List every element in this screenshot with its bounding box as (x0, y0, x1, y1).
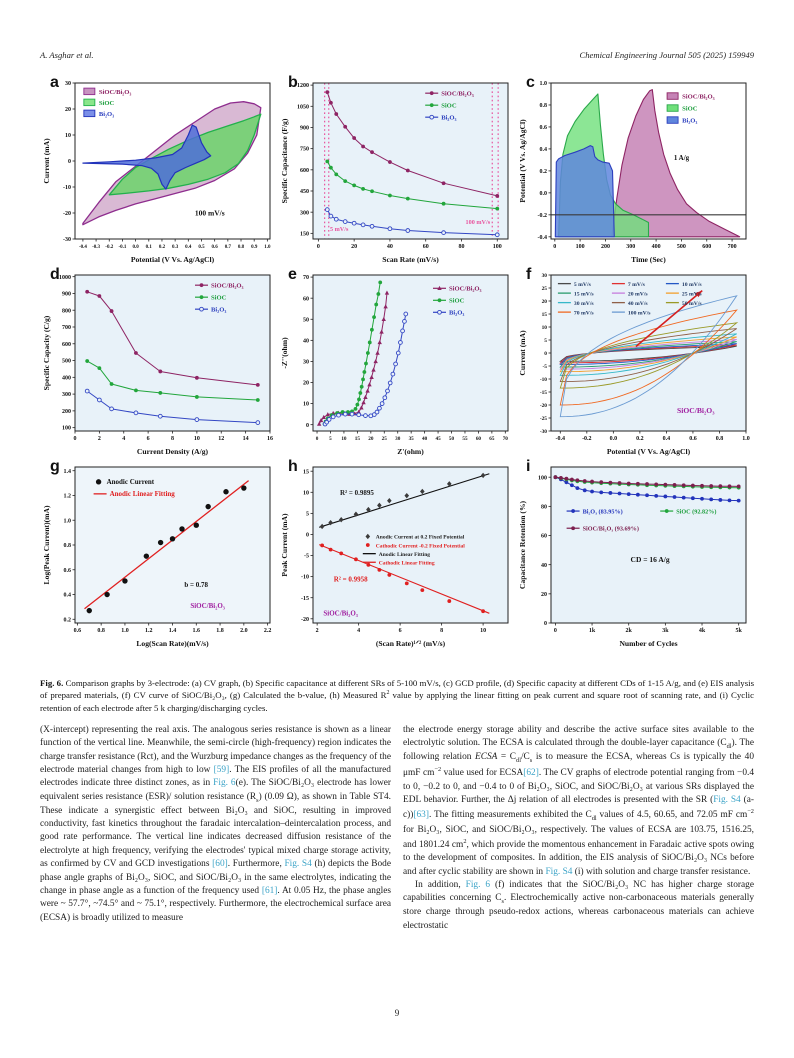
right-column (403, 724, 754, 933)
svg-text:0.4: 0.4 (63, 592, 71, 599)
svg-text:1 A/g: 1 A/g (673, 153, 690, 162)
svg-text:5 mV/s: 5 mV/s (573, 281, 591, 288)
svg-text:100: 100 (538, 475, 547, 482)
panel-letter-c: c (526, 74, 535, 91)
svg-text:-25: -25 (539, 416, 547, 423)
svg-text:100: 100 (62, 425, 71, 432)
svg-text:0: 0 (316, 244, 320, 250)
svg-text:30: 30 (303, 359, 309, 366)
svg-text:20 mV/s: 20 mV/s (627, 291, 648, 298)
svg-text:SiOC/Bi₂O₃: SiOC/Bi₂O₃ (190, 602, 225, 611)
svg-text:-0.2: -0.2 (582, 436, 592, 442)
svg-text:50: 50 (303, 317, 309, 324)
chart-c (516, 74, 754, 266)
svg-text:50: 50 (448, 436, 455, 442)
svg-text:15: 15 (303, 469, 309, 476)
svg-text:Potential (V Vs. Ag/AgCl): Potential (V Vs. Ag/AgCl) (606, 447, 691, 456)
panel-letter-d: d (50, 266, 60, 283)
svg-text:Specific Capacitance (F/g): Specific Capacitance (F/g) (280, 118, 289, 204)
svg-text:750: 750 (300, 146, 309, 153)
svg-text:0.2: 0.2 (63, 617, 71, 624)
svg-text:b = 0.78: b = 0.78 (184, 581, 209, 590)
svg-text:600: 600 (62, 341, 71, 348)
svg-text:SiOC: SiOC (682, 105, 698, 113)
svg-text:10: 10 (341, 436, 347, 442)
svg-text:Anodic Linear Fitting: Anodic Linear Fitting (109, 490, 175, 499)
svg-text:700: 700 (727, 244, 737, 250)
svg-text:10: 10 (303, 401, 309, 408)
svg-text:400: 400 (62, 375, 71, 382)
svg-text:Bi₂O₃: Bi₂O₃ (441, 114, 457, 122)
svg-text:-0.2: -0.2 (537, 212, 547, 219)
svg-text:0.6: 0.6 (211, 245, 218, 250)
svg-text:Time (Sec): Time (Sec) (631, 255, 666, 264)
svg-text:-0.4: -0.4 (537, 234, 547, 241)
citation-link[interactable]: [60] (212, 859, 228, 870)
svg-text:Peak Current (mA): Peak Current (mA) (280, 513, 289, 577)
svg-text:0.0: 0.0 (609, 436, 618, 442)
svg-text:3k: 3k (662, 628, 669, 634)
svg-text:25: 25 (541, 286, 547, 293)
svg-text:-0.2: -0.2 (105, 245, 114, 250)
svg-text:14: 14 (242, 436, 249, 442)
svg-text:5: 5 (544, 338, 547, 345)
svg-text:-10: -10 (301, 574, 309, 581)
svg-text:5: 5 (306, 511, 309, 518)
svg-text:70 mV/s: 70 mV/s (573, 310, 594, 317)
svg-text:Bi₂O₃: Bi₂O₃ (98, 110, 115, 118)
chart-a (40, 74, 278, 266)
svg-text:7 mV/s: 7 mV/s (627, 281, 645, 288)
svg-text:Cathodic Current -0.2 Fixed Po: Cathodic Current -0.2 Fixed Potential (375, 543, 465, 550)
paragraph: the electrode energy storage ability and describe the active surface sites available to the electrolytic solution. The ECSA is calculated through the double-layer capacitance $(C_{dl})$. The following relation ECSA = $C_{dl}/C_s$ is to measure the ECSA, whereas Cs is typically the 40 μmF $cm^{-2}$ value used for ECSA[62]. The CV graphs of electrode potential ranging from −0.4 to 0, −0.2 to 0, and −0.4 to 0 of Bi₂O₃, SiOC, and SiOC/Bi₂O₃ at various SRs displayed the EDL behavior. Further, the Δj relation of all electrodes is presented with the SR (Fig. S4 (a-c))[63]. The fitting measurements exhibited the $C_{dl}$ values of 4.5, 60.65, and 72.05 mF $cm^{-2}$ for Bi₂O₃, SiOC, and SiOC/Bi₂O₃, respectively. The values of ECSA are 103.75, 1516.25, and 1801.24 $cm^2$, which provide the momentous enhancement in Faradaic active spots owing to the development of composites. In addition, the EIS analysis of SiOC/Bi₂O₃ NCs before and after cyclic stability are shown in Fig. S4 (i) with solution and charge transfer resistance. (403, 725, 755, 877)
figure-panel-i (516, 458, 754, 650)
svg-text:40: 40 (303, 338, 309, 345)
citation-link[interactable]: [62] (523, 768, 539, 779)
figure-panel-b (278, 74, 516, 266)
svg-text:0.4: 0.4 (185, 245, 192, 250)
citation-link[interactable]: [61] (261, 885, 278, 896)
svg-text:0: 0 (553, 244, 557, 250)
svg-text:4: 4 (357, 628, 361, 634)
svg-text:45: 45 (435, 436, 441, 442)
svg-text:65: 65 (489, 436, 495, 442)
paragraph: In addition, Fig. 6 (f) indicates that the SiOC/Bi₂O₃ NC has higher charge storage capabilities concerning $C_s$. Electrochemically active non-carbonaceous materials generally store charge through pseudo-redox actions, whereas carbonaceous materials can achieve electrostatic (403, 880, 754, 931)
figure-6-caption: Fig. 6. Comparison graphs by 3-electrode: (a) CV graph, (b) Specific capacitance at different SRs of 5-100 mV/s, (c) GCD profile, (d) Specific capacity at different CDs of 1-15 A/g, and (e) EIS analysis of prepared materials, (f) CV curve of SiOC/Bi₂O₃, (g) Calculated the b-value, (h) Measured $R^2$ value by applying the linear fitting on peak current and square root of scanning rate, and (i) Cyclic retention of each electrode after 5 k charging/discharging cycles. (40, 677, 754, 713)
svg-text:R² = 0.9958: R² = 0.9958 (333, 575, 368, 584)
panel-letter-a: a (50, 74, 59, 91)
svg-text:900: 900 (62, 291, 71, 298)
svg-text:20: 20 (368, 436, 374, 442)
svg-text:Bi₂O₃: Bi₂O₃ (449, 309, 465, 317)
svg-text:SiOC/Bi₂O₃: SiOC/Bi₂O₃ (449, 285, 482, 293)
figure-panel-g (40, 458, 278, 650)
svg-text:55: 55 (462, 436, 468, 442)
chart-e (278, 266, 516, 458)
svg-text:0: 0 (544, 621, 547, 628)
svg-text:4k: 4k (698, 628, 706, 634)
svg-text:Anodic Current: Anodic Current (106, 478, 155, 487)
svg-text:8: 8 (440, 628, 444, 634)
svg-text:15 mV/s: 15 mV/s (573, 291, 594, 298)
svg-text:Current (mA): Current (mA) (518, 330, 527, 376)
svg-text:0.0: 0.0 (132, 245, 139, 250)
svg-text:Potential (V Vs. Ag/AgCl): Potential (V Vs. Ag/AgCl) (130, 255, 215, 264)
svg-text:Anodic Current at 0.2 Fixed Po: Anodic Current at 0.2 Fixed Potential (375, 534, 465, 541)
figure-panel-e (278, 266, 516, 458)
svg-text:0.6: 0.6 (73, 628, 82, 634)
svg-text:-20: -20 (301, 616, 309, 623)
svg-text:2: 2 (315, 628, 319, 634)
svg-text:1.0: 1.0 (121, 628, 129, 634)
svg-text:5k: 5k (735, 628, 742, 634)
svg-text:20: 20 (541, 299, 547, 306)
svg-text:SiOC/Bi₂O₃: SiOC/Bi₂O₃ (323, 609, 358, 618)
svg-text:0.8: 0.8 (63, 543, 71, 550)
svg-text:SiOC: SiOC (98, 99, 115, 107)
svg-text:30: 30 (65, 81, 71, 88)
svg-text:Log(Peak Current)(mA): Log(Peak Current)(mA) (42, 505, 51, 585)
svg-text:0.4: 0.4 (662, 436, 671, 442)
svg-text:5: 5 (329, 436, 332, 442)
svg-text:0.5: 0.5 (198, 245, 205, 250)
svg-text:0.0: 0.0 (539, 190, 547, 197)
svg-text:50 mV/s: 50 mV/s (681, 300, 702, 307)
svg-text:1.8: 1.8 (216, 628, 224, 634)
svg-text:Anodic Linear Fitting: Anodic Linear Fitting (378, 551, 431, 558)
chart-f (516, 266, 754, 458)
svg-text:Current (mA): Current (mA) (42, 138, 51, 184)
svg-text:60: 60 (422, 244, 429, 250)
svg-text:0.2: 0.2 (539, 168, 547, 175)
svg-text:SiOC/Bi₂O₃: SiOC/Bi₂O₃ (441, 90, 474, 98)
svg-text:1.2: 1.2 (144, 628, 153, 634)
svg-text:0.8: 0.8 (237, 245, 245, 250)
svg-text:150: 150 (300, 231, 309, 238)
svg-text:0.6: 0.6 (689, 436, 697, 442)
svg-text:(Scan Rate)¹ᐟ² (mV/s): (Scan Rate)¹ᐟ² (mV/s) (375, 639, 446, 648)
svg-text:-5: -5 (304, 553, 309, 560)
svg-text:Specific Capacity (C/g): Specific Capacity (C/g) (42, 315, 51, 391)
figure-panel-f (516, 266, 754, 458)
svg-text:Potential (V Vs. Ag/AgCl): Potential (V Vs. Ag/AgCl) (518, 119, 527, 203)
svg-text:-10: -10 (63, 185, 71, 192)
svg-text:16: 16 (267, 436, 273, 442)
svg-text:SiOC: SiOC (441, 102, 457, 110)
svg-text:SiOC: SiOC (449, 297, 465, 305)
svg-text:0: 0 (553, 628, 557, 634)
svg-text:30: 30 (541, 273, 547, 280)
svg-text:Bi₂O₃: Bi₂O₃ (211, 306, 227, 314)
figure-panel-d (40, 266, 278, 458)
paragraph: (X-intercept) representing the real axis. The analogous series resistance is shown as a linear function of the vertical line. Meanwhile, the semi-circle (high-frequency) region indicates the charge transfer resistance (Rct), and the Wurzburg impedance changes as the frequency of the electrode material changes from high to low [59]. The EIS profiles of all the manufactured electrodes indicate three distinct zones, as in Fig. 6(e). The SiOC/Bi₂O₃ electrode has lower equivalent series resistance (ESR)/ solution resistance $(R_s)$ (0.09 Ω), as shown in Table ST4. These indicate a synergistic effect between Bi₂O₃ and SiOC, resulting in improved conductivity, fast kinetics throughout the faradaic intercalation–deintercalation process, and good rate performance. The vertical line indicates decreased diffusion resistance of the electrolyte at high frequency, verifying the electrodes' typical mixed charge storage activity, as confirmed by CV and GCD investigations [60]. Furthermore, Fig. S4 (h) depicts the Bode phase angle graphs of Bi₂O₃, SiOC, and SiOC/Bi₂O₃ in the same electrolytes, indicating the change in phase angle as a function of the frequency used [61]. At 0.05 Hz, the phase angles were ~ 57.7°, ~74.5° and ~ 75.1°, respectively. Furthermore, the electrochemical surface area (ECSA) is broadly utilized to measure (40, 725, 391, 923)
svg-text:2: 2 (97, 436, 101, 442)
chart-h (278, 458, 516, 650)
svg-text:80: 80 (458, 244, 465, 250)
svg-text:0.8: 0.8 (539, 103, 547, 110)
svg-text:1.4: 1.4 (63, 468, 71, 475)
svg-text:-0.3: -0.3 (92, 245, 101, 250)
svg-text:100 mV/s: 100 mV/s (465, 219, 491, 227)
svg-text:10: 10 (303, 490, 309, 497)
svg-text:0: 0 (315, 436, 319, 442)
svg-text:0: 0 (306, 532, 309, 539)
svg-text:20: 20 (541, 591, 547, 598)
svg-text:Number of Cycles: Number of Cycles (619, 639, 678, 648)
svg-text:-30: -30 (63, 237, 71, 244)
svg-text:450: 450 (300, 189, 309, 196)
svg-text:0.8: 0.8 (97, 628, 105, 634)
svg-text:SiOC: SiOC (211, 294, 227, 302)
svg-text:10 mV/s: 10 mV/s (681, 281, 702, 288)
svg-text:0: 0 (73, 436, 77, 442)
svg-text:1k: 1k (588, 628, 596, 634)
svg-text:15: 15 (541, 312, 547, 319)
svg-text:SiOC/Bi₂O₃: SiOC/Bi₂O₃ (98, 88, 132, 96)
svg-text:80: 80 (541, 504, 547, 511)
svg-text:6: 6 (146, 436, 150, 442)
figure-panel-c (516, 74, 754, 266)
svg-text:1.0: 1.0 (539, 81, 547, 88)
svg-text:6: 6 (398, 628, 402, 634)
svg-text:-15: -15 (301, 595, 309, 602)
svg-text:100 mV/s: 100 mV/s (194, 208, 225, 218)
chart-i (516, 458, 754, 650)
svg-text:Log(Scan Rate)(mV/s): Log(Scan Rate)(mV/s) (136, 639, 209, 648)
svg-text:1.2: 1.2 (63, 493, 71, 500)
svg-text:-20: -20 (63, 211, 71, 218)
svg-text:-0.4: -0.4 (555, 436, 566, 442)
svg-text:5 mV/s: 5 mV/s (329, 226, 349, 234)
svg-text:60: 60 (475, 436, 482, 442)
svg-text:-20: -20 (539, 403, 547, 410)
svg-text:40: 40 (541, 562, 547, 569)
panel-letter-f: f (526, 266, 532, 283)
svg-text:0: 0 (544, 351, 547, 358)
svg-text:SiOC/Bi₂O₃ (93.69%): SiOC/Bi₂O₃ (93.69%) (582, 525, 639, 533)
svg-text:300: 300 (62, 392, 71, 399)
svg-text:-10: -10 (539, 377, 547, 384)
svg-text:0.2: 0.2 (636, 436, 644, 442)
svg-text:2k: 2k (625, 628, 632, 634)
svg-text:-5: -5 (542, 364, 547, 371)
citation-link[interactable]: Fig. S4 (713, 795, 741, 806)
svg-text:0: 0 (68, 159, 71, 166)
svg-text:0.4: 0.4 (539, 147, 547, 154)
svg-text:0.1: 0.1 (145, 245, 152, 250)
svg-text:1.4: 1.4 (168, 628, 177, 634)
svg-text:400: 400 (651, 244, 661, 250)
svg-text:200: 200 (600, 244, 610, 250)
svg-text:40: 40 (386, 244, 393, 250)
citation-link[interactable]: Fig. S4 (545, 866, 573, 877)
svg-text:35: 35 (408, 436, 414, 442)
svg-text:10: 10 (480, 628, 487, 634)
svg-text:-0.4: -0.4 (78, 245, 87, 250)
svg-text:Bi₂O₃ (83.95%): Bi₂O₃ (83.95%) (582, 508, 623, 516)
svg-text:2.2: 2.2 (263, 628, 272, 634)
svg-text:600: 600 (300, 167, 309, 174)
svg-text:Cathodic Linear Fitting: Cathodic Linear Fitting (378, 560, 435, 567)
chart-b (278, 74, 516, 266)
svg-text:500: 500 (62, 358, 71, 365)
svg-text:15: 15 (354, 436, 360, 442)
svg-text:300: 300 (300, 210, 309, 217)
page-header (40, 50, 754, 60)
svg-text:100 mV/s: 100 mV/s (627, 310, 651, 317)
svg-text:25 mV/s: 25 mV/s (681, 291, 702, 298)
panel-letter-h: h (288, 458, 298, 475)
citation-link[interactable]: [59] (213, 765, 230, 776)
svg-text:CD = 16 A/g: CD = 16 A/g (630, 554, 670, 564)
svg-text:1.6: 1.6 (192, 628, 201, 634)
svg-text:0.3: 0.3 (172, 245, 179, 250)
svg-text:20: 20 (65, 107, 71, 114)
svg-text:20: 20 (351, 244, 358, 250)
svg-text:SiOC/Bi₂O₃: SiOC/Bi₂O₃ (677, 405, 715, 415)
svg-text:-30: -30 (539, 429, 547, 436)
svg-text:1.0: 1.0 (264, 245, 271, 250)
svg-text:Z'(ohm): Z'(ohm) (397, 447, 424, 456)
svg-text:2.0: 2.0 (240, 628, 248, 634)
svg-text:25: 25 (381, 436, 387, 442)
svg-text:60: 60 (541, 533, 547, 540)
svg-text:1.0: 1.0 (63, 518, 71, 525)
svg-text:40 mV/s: 40 mV/s (627, 300, 648, 307)
svg-text:SiOC/Bi₂O₃: SiOC/Bi₂O₃ (682, 93, 715, 101)
svg-text:-Z''(ohm): -Z''(ohm) (280, 337, 289, 369)
svg-text:R² = 0.9895: R² = 0.9895 (339, 489, 374, 498)
svg-text:Current Density (A/g): Current Density (A/g) (136, 447, 209, 456)
citation-link[interactable]: Fig. S4 (284, 859, 312, 870)
svg-text:Bi₂O₃: Bi₂O₃ (682, 117, 698, 125)
svg-text:10: 10 (541, 325, 547, 332)
svg-text:1050: 1050 (297, 104, 309, 111)
svg-text:0: 0 (306, 422, 309, 429)
citation-link[interactable]: Fig. 6 (213, 778, 236, 789)
svg-text:Capacitance Retention (%): Capacitance Retention (%) (518, 500, 527, 590)
svg-text:100: 100 (575, 244, 585, 250)
citation-link[interactable]: [63] (413, 810, 429, 821)
citation-link[interactable]: Fig. 6 (465, 880, 491, 891)
svg-text:0.8: 0.8 (715, 436, 724, 442)
svg-text:40: 40 (422, 436, 428, 442)
svg-text:Scan Rate (mV/s): Scan Rate (mV/s) (382, 255, 439, 264)
svg-text:0.9: 0.9 (251, 245, 258, 250)
header-journal: Chemical Engineering Journal 505 (2025) 159949 (579, 50, 754, 60)
svg-text:SiOC/Bi₂O₃: SiOC/Bi₂O₃ (211, 282, 244, 290)
svg-text:300: 300 (626, 244, 636, 250)
left-column (40, 724, 391, 933)
svg-text:70: 70 (502, 436, 508, 442)
svg-text:10: 10 (65, 133, 71, 140)
panel-letter-b: b (288, 74, 298, 91)
panel-letter-g: g (50, 458, 60, 475)
svg-text:8: 8 (171, 436, 174, 442)
figure-panel-a (40, 74, 278, 266)
svg-text:700: 700 (62, 325, 71, 332)
svg-text:10: 10 (193, 436, 200, 442)
svg-text:0.2: 0.2 (158, 245, 166, 250)
svg-text:12: 12 (218, 436, 225, 442)
svg-text:600: 600 (702, 244, 712, 250)
svg-text:900: 900 (300, 125, 309, 132)
svg-text:0.7: 0.7 (224, 245, 231, 250)
svg-text:-0.1: -0.1 (118, 245, 127, 250)
panel-letter-e: e (288, 266, 297, 283)
svg-text:-15: -15 (539, 390, 547, 397)
body-text (40, 724, 754, 933)
chart-g (40, 458, 278, 650)
svg-text:70: 70 (303, 275, 309, 282)
svg-text:100: 100 (492, 244, 502, 250)
chart-d (40, 266, 278, 458)
header-author: A. Asghar et al. (40, 50, 94, 60)
page-number: 9 (394, 1008, 400, 1018)
svg-text:1200: 1200 (297, 83, 309, 90)
svg-text:500: 500 (676, 244, 686, 250)
svg-text:200: 200 (62, 408, 71, 415)
svg-text:30 mV/s: 30 mV/s (573, 300, 594, 307)
figure-6-grid (40, 74, 754, 650)
svg-text:60: 60 (303, 296, 309, 303)
panel-letter-i: i (526, 458, 531, 475)
svg-text:SiOC (92.82%): SiOC (92.82%) (676, 508, 717, 516)
svg-text:800: 800 (62, 308, 71, 315)
svg-text:1.0: 1.0 (742, 436, 750, 442)
svg-text:0.6: 0.6 (63, 567, 71, 574)
figure-panel-h (278, 458, 516, 650)
svg-text:0.6: 0.6 (539, 125, 547, 132)
svg-text:30: 30 (395, 436, 401, 442)
svg-text:20: 20 (303, 380, 309, 387)
svg-text:4: 4 (122, 436, 126, 442)
svg-text:1000: 1000 (59, 274, 71, 281)
